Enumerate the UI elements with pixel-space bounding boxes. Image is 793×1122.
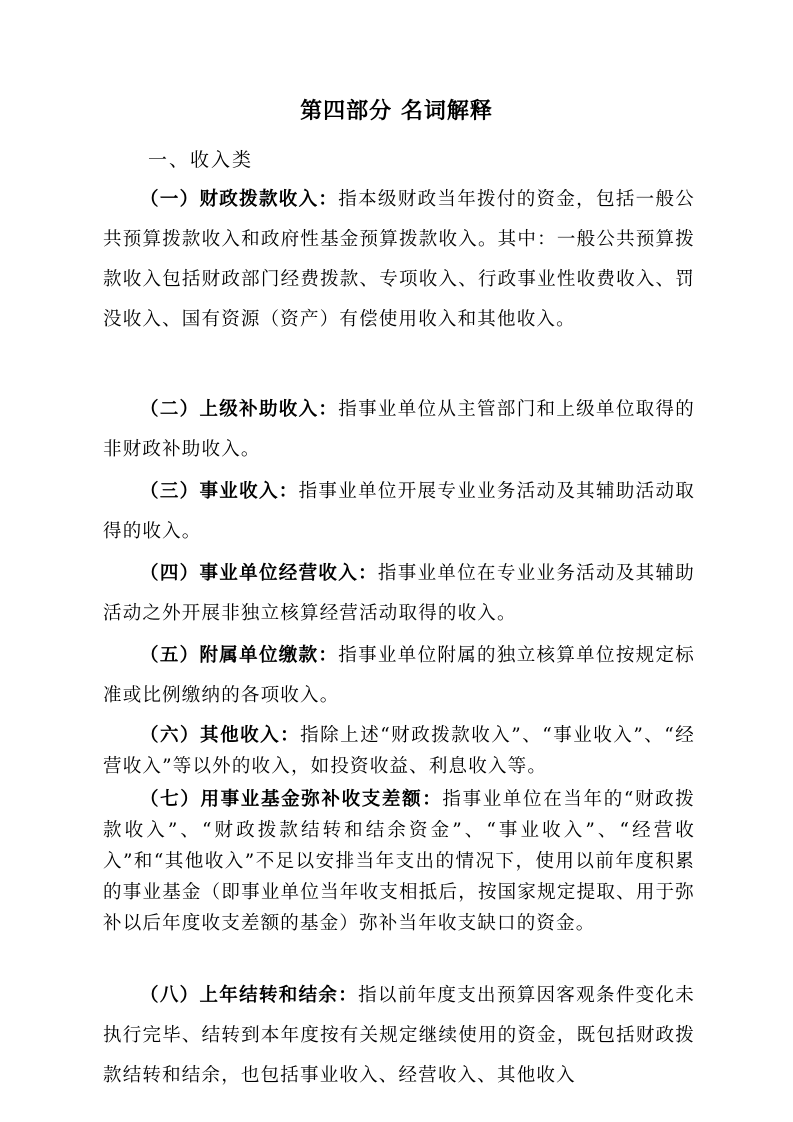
page-title: 第四部分 名词解释 — [300, 99, 493, 124]
definition-paragraph — [103, 390, 695, 470]
section-heading: 一、收入类 — [148, 149, 254, 171]
definition-text: 指事业单位附属的独立核算单位按规定标准或比例缴纳的各项收入。 — [103, 645, 695, 706]
definition-paragraph — [103, 554, 695, 634]
definition-term: （四）事业单位经营收入： — [140, 563, 378, 584]
definition-text: 指事业单位在专业业务活动及其辅助活动之外开展非独立核算经营活动取得的收入。 — [103, 563, 696, 624]
definition-term: （五）附属单位缴款： — [140, 645, 339, 666]
definition-paragraph — [103, 636, 695, 716]
definition-term: （一）财政拨款收入： — [140, 189, 339, 210]
definition-text: 指事业单位从主管部门和上级单位取得的非财政补助收入。 — [103, 399, 695, 460]
definition-term: （六）其他收入： — [140, 725, 301, 746]
definition-text: 指事业单位开展专业业务活动及其辅助活动取得的收入。 — [103, 481, 695, 542]
definition-term: （八）上年结转和结余： — [140, 985, 359, 1006]
definition-text: 指以前年度支出预算因客观条件变化未执行完毕、结转到本年度按有关规定继续使用的资金，既包括财政拨款结转和结余，也包括事业收入、经营收入、其他收入 — [103, 985, 696, 1086]
definition-paragraph — [103, 472, 695, 552]
definition-term: （三）事业收入： — [140, 481, 299, 502]
definition-paragraph — [103, 720, 695, 782]
definition-term: （二）上级补助收入： — [140, 399, 339, 420]
definition-paragraph — [103, 180, 695, 340]
definition-term: （七）用事业基金弥补收支差额： — [140, 789, 443, 810]
definition-text: 指除上述“财政拨款收入”、“事业收入”、“经营收入”等以外的收入，如投资收益、利息收入等。 — [103, 725, 695, 777]
definition-text: 指本级财政当年拨付的资金，包括一般公共预算拨款收入和政府性基金预算拨款收入。其中：一般公共预算拨款收入包括财政部门经费拨款、专项收入、行政事业性收费收入、罚没收入、国有资源（资产）有偿使用收入和其他收入。 — [103, 189, 695, 330]
definition-paragraph — [103, 784, 695, 939]
definition-text: 指事业单位在当年的“财政拨款收入”、“财政拨款结转和结余资金”、“事业收入”、“经营收入”和“其他收入”不足以安排当年支出的情况下，使用以前年度积累的事业基金（即事业单位当年收支相抵后，按国家规定提取、用于弥补以后年度收支差额的基金）弥补当年收支缺口的资金。 — [103, 789, 695, 934]
definition-paragraph — [103, 976, 695, 1096]
